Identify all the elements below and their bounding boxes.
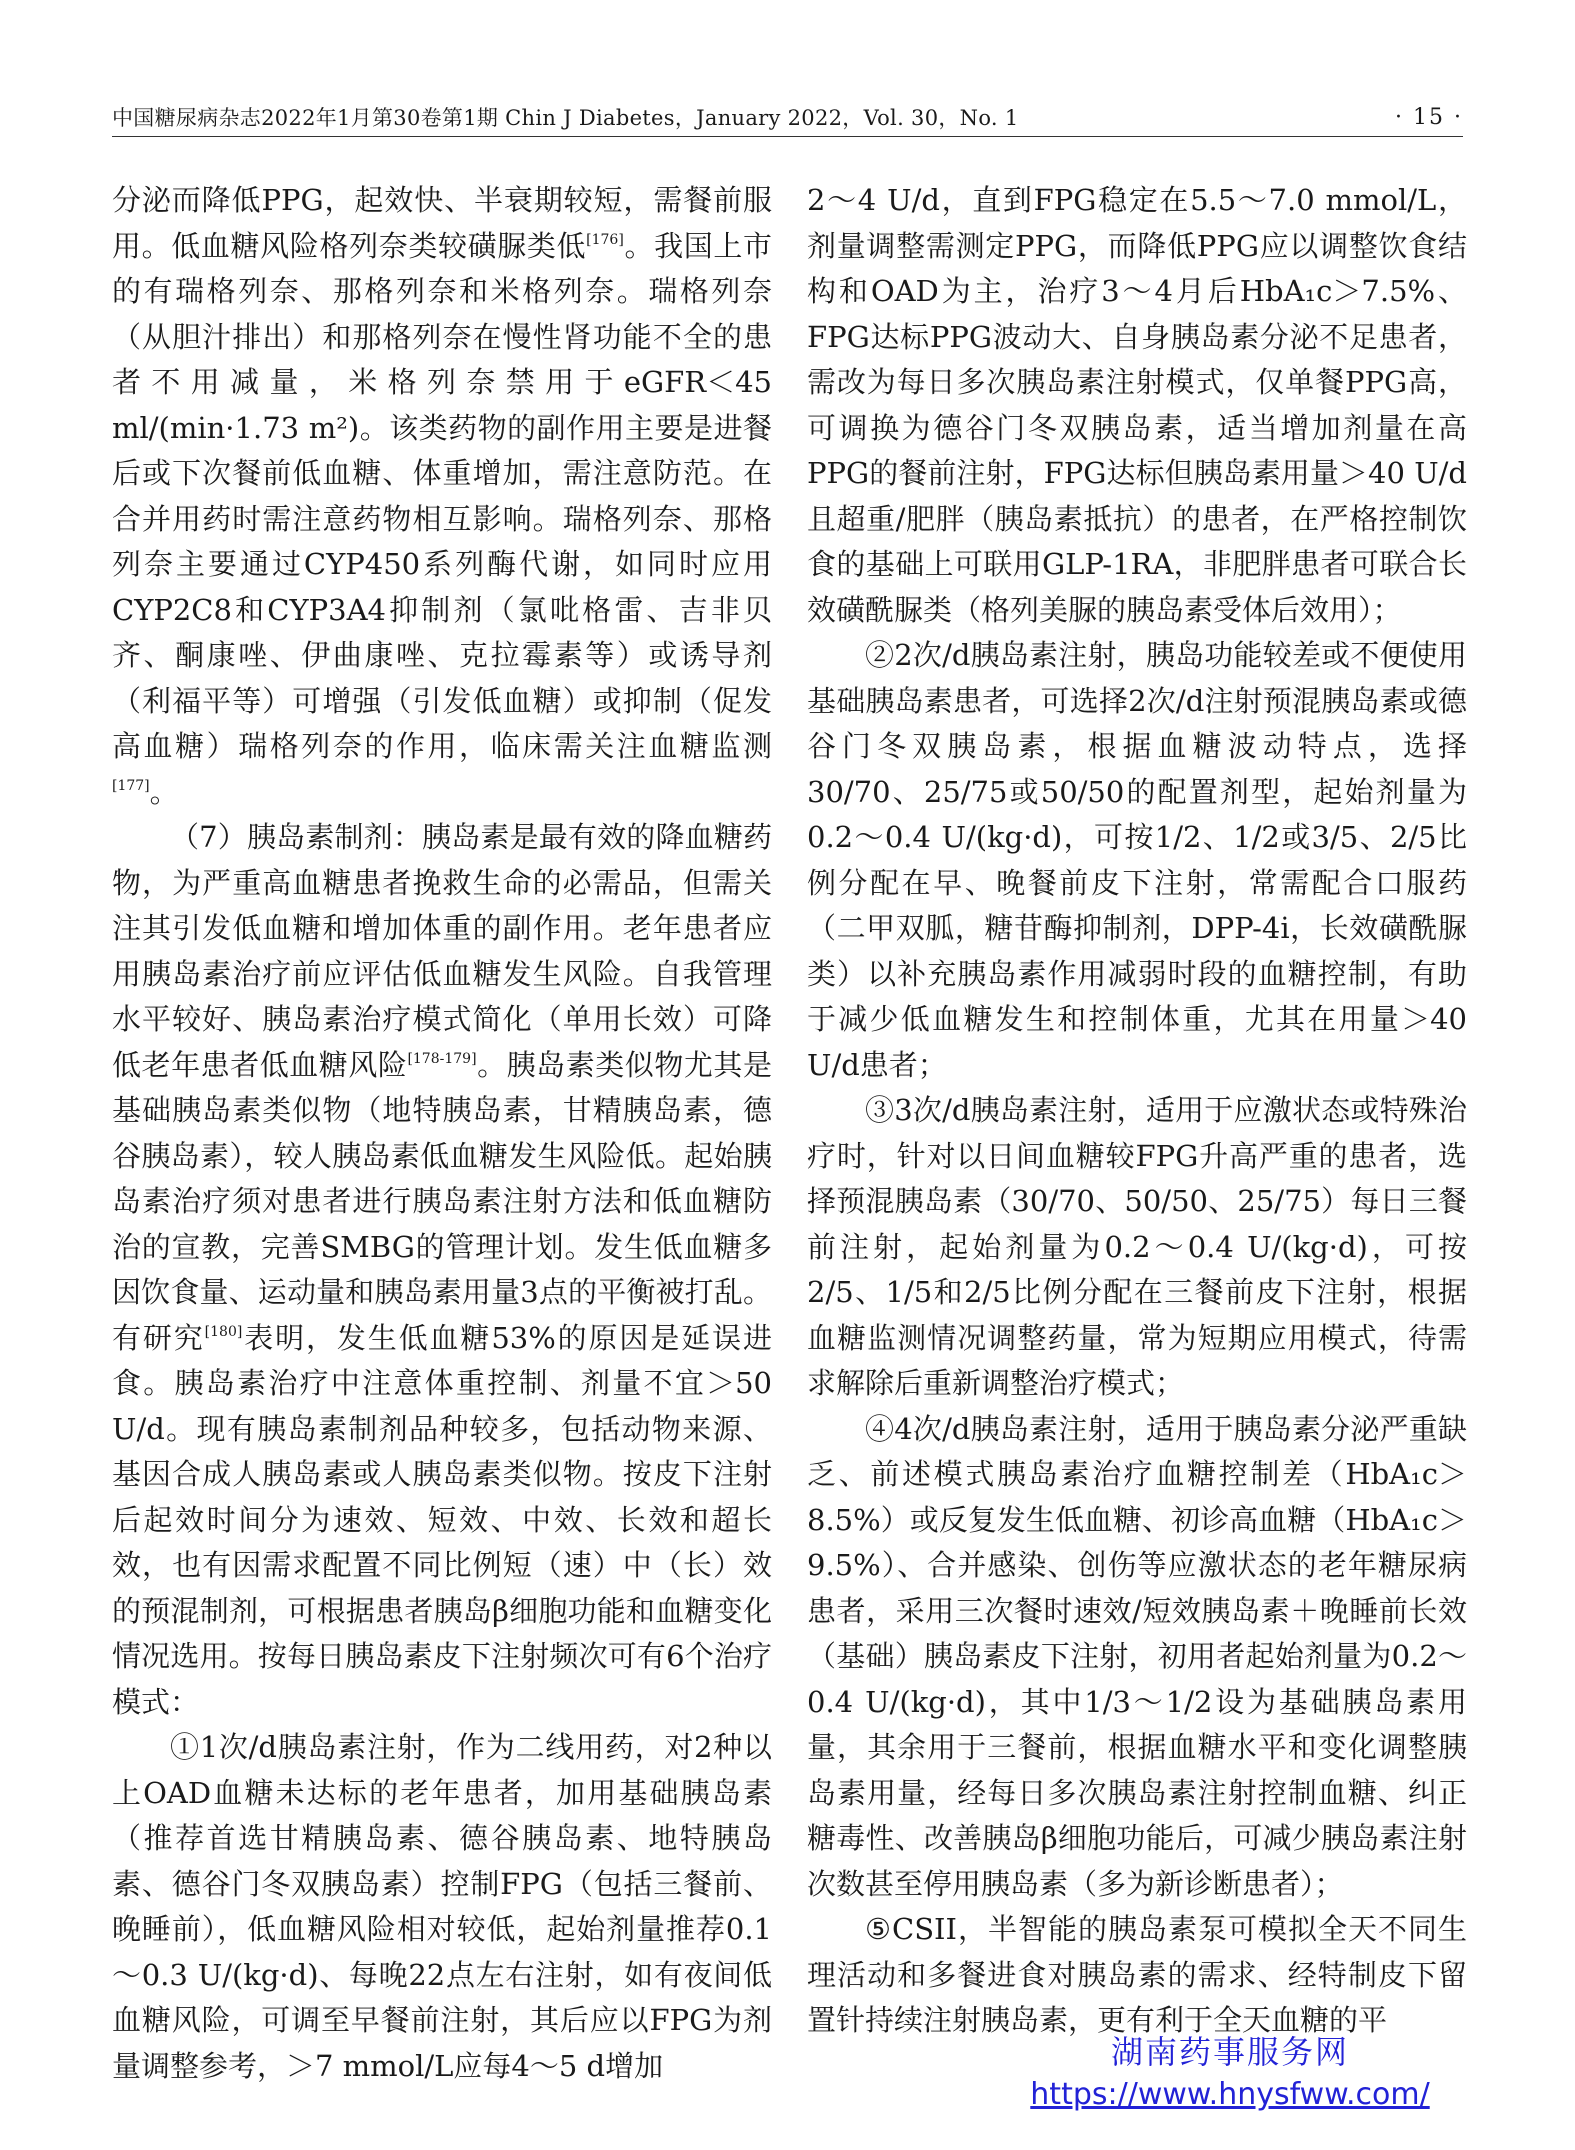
page-number: · 15 · [1395,105,1463,130]
paragraph-meglitinides: 分泌而降低PPG，起效快、半衰期较短，需餐前服用。低血糖风险格列奈类较磺脲类低[176]。我国上市的有瑞格列奈、那格列奈和米格列奈。瑞格列奈（从胆汁排出）和那格列奈在慢性肾功能不全的患者不用减量，米格列奈禁用于eGFR＜45 ml/(min·1.73 m²)。该类药物的副作用主要是进餐后或下次餐前低血糖、体重增加，需注意防范。在合并用药时需注意药物相互影响。瑞格列奈、那格列奈主要通过CYP450系列酶代谢，如同时应用CYP2C8和CYP3A4抑制剂（氯吡格雷、吉非贝齐、酮康唑、伊曲康唑、克拉霉素等）或诱导剂（利福平等）可增强（引发低血糖）或抑制（促发高血糖）瑞格列奈的作用，临床需关注血糖监测[177]。 [112,183,772,809]
left-column [112,178,772,2089]
paragraph-mode-4: ④4次/d胰岛素注射，适用于胰岛素分泌严重缺乏、前述模式胰岛素治疗血糖控制差（HbA₁c＞8.5%）或反复发生低血糖、初诊高血糖（HbA₁c＞9.5%）、合并感染、创伤等应激状态的老年糖尿病患者，采用三次餐时速效/短效胰岛素＋晚睡前长效（基础）胰岛素皮下注射，初用者起始剂量为0.2～0.4 U/(kg·d)，其中1/3～1/2设为基础胰岛素用量，其余用于三餐前，根据血糖水平和变化调整胰岛素用量，经每日多次胰岛素注射控制血糖、纠正糖毒性、改善胰岛β细胞功能后，可减少胰岛素注射次数甚至停用胰岛素（多为新诊断患者）； [807,1411,1467,1901]
paragraph-insulin-intro: （7）胰岛素制剂：胰岛素是最有效的降血糖药物，为严重高血糖患者挽救生命的必需品，但需关注其引发低血糖和增加体重的副作用。老年患者应用胰岛素治疗前应评估低血糖发生风险。自我管理水平较好、胰岛素治疗模式简化（单用长效）可降低老年患者低血糖风险[178-179]。胰岛素类似物尤其是基础胰岛素类似物（地特胰岛素，甘精胰岛素，德谷胰岛素），较人胰岛素低血糖发生风险低。起始胰岛素治疗须对患者进行胰岛素注射方法和低血糖防治的宣教，完善SMBG的管理计划。发生低血糖多因饮食量、运动量和胰岛素用量3点的平衡被打乱。有研究[180]表明，发生低血糖53%的原因是延误进食。胰岛素治疗中注意体重控制、剂量不宜＞50 U/d。现有胰岛素制剂品种较多，包括动物来源、基因合成人胰岛素或人胰岛素类似物。按皮下注射后起效时间分为速效、短效、中效、长效和超长效，也有因需求配置不同比例短（速）中（长）效的预混制剂，可根据患者胰岛β细胞功能和血糖变化情况选用。按每日胰岛素皮下注射频次可有6个治疗模式： [112,820,772,1719]
paragraph-mode-2: ②2次/d胰岛素注射，胰岛功能较差或不便使用基础胰岛素患者，可选择2次/d注射预混胰岛素或德谷门冬双胰岛素，根据血糖波动特点，选择30/70、25/75或50/50的配置剂型，起始剂量为0.2～0.4 U/(kg·d)，可按1/2、1/2或3/5、2/5比例分配在早、晚餐前皮下注射，常需配合口服药（二甲双胍，糖苷酶抑制剂，DPP-4i，长效磺酰脲类）以补充胰岛素作用减弱时段的血糖控制，有助于减少低血糖发生和控制体重，尤其在用量＞40 U/d患者； [807,638,1467,1082]
paragraph-mode-1: ①1次/d胰岛素注射，作为二线用药，对2种以上OAD血糖未达标的老年患者，加用基础胰岛素（推荐首选甘精胰岛素、德谷胰岛素、地特胰岛素、德谷门冬双胰岛素）控制FPG（包括三餐前、晚睡前），低血糖风险相对较低，起始剂量推荐0.1～0.3 U/(kg·d)、每晚22点左右注射，如有夜间低血糖风险，可调至早餐前注射，其后应以FPG为剂量调整参考，＞7 mmol/L应每4～5 d增加 [112,1730,772,2083]
paragraph-mode-5: ⑤CSII，半智能的胰岛素泵可模拟全天不同生理活动和多餐进食对胰岛素的需求、经特制皮下留置针持续注射胰岛素，更有利于全天血糖的平 [807,1912,1467,2037]
citation-ref: [177] [112,777,150,794]
site-watermark [1010,2030,1450,2116]
paragraph-mode-3: ③3次/d胰岛素注射，适用于应激状态或特殊治疗时，针对以日间血糖较FPG升高严重的患者，选择预混胰岛素（30/70、50/50、25/75）每日三餐前注射，起始剂量为0.2～0.4 U/(kg·d)，可按2/5、1/5和2/5比例分配在三餐前皮下注射，根据血糖监测情况调整药量，常为短期应用模式，待需求解除后重新调整治疗模式； [807,1093,1467,1400]
citation-ref: [180] [204,1323,243,1340]
watermark-title: 湖南药事服务网 [1110,2033,1349,2071]
citation-ref: [178-179] [407,1050,477,1067]
watermark-url[interactable]: https://www.hnysfww.com/ [1030,2077,1430,2112]
journal-citation: 中国糖尿病杂志2022年1月第30卷第1期 Chin J Diabetes，January 2022，Vol. 30，No. 1 [112,106,1019,130]
paragraph-mode-1-cont: 2～4 U/d，直到FPG稳定在5.5～7.0 mmol/L，剂量调整需测定PPG，而降低PPG应以调整饮食结构和OAD为主，治疗3～4月后HbA₁c＞7.5%、FPG达标PPG波动大、自身胰岛素分泌不足患者，需改为每日多次胰岛素注射模式，仅单餐PPG高，可调换为德谷门冬双胰岛素，适当增加剂量在高PPG的餐前注射，FPG达标但胰岛素用量＞40 U/d且超重/肥胖（胰岛素抵抗）的患者，在严格控制饮食的基础上可联用GLP-1RA，非肥胖患者可联合长效磺酰脲类（格列美脲的胰岛素受体后效用）； [807,183,1467,627]
citation-ref: [176] [586,231,624,248]
running-header [112,100,1463,137]
right-column [807,178,1467,2044]
